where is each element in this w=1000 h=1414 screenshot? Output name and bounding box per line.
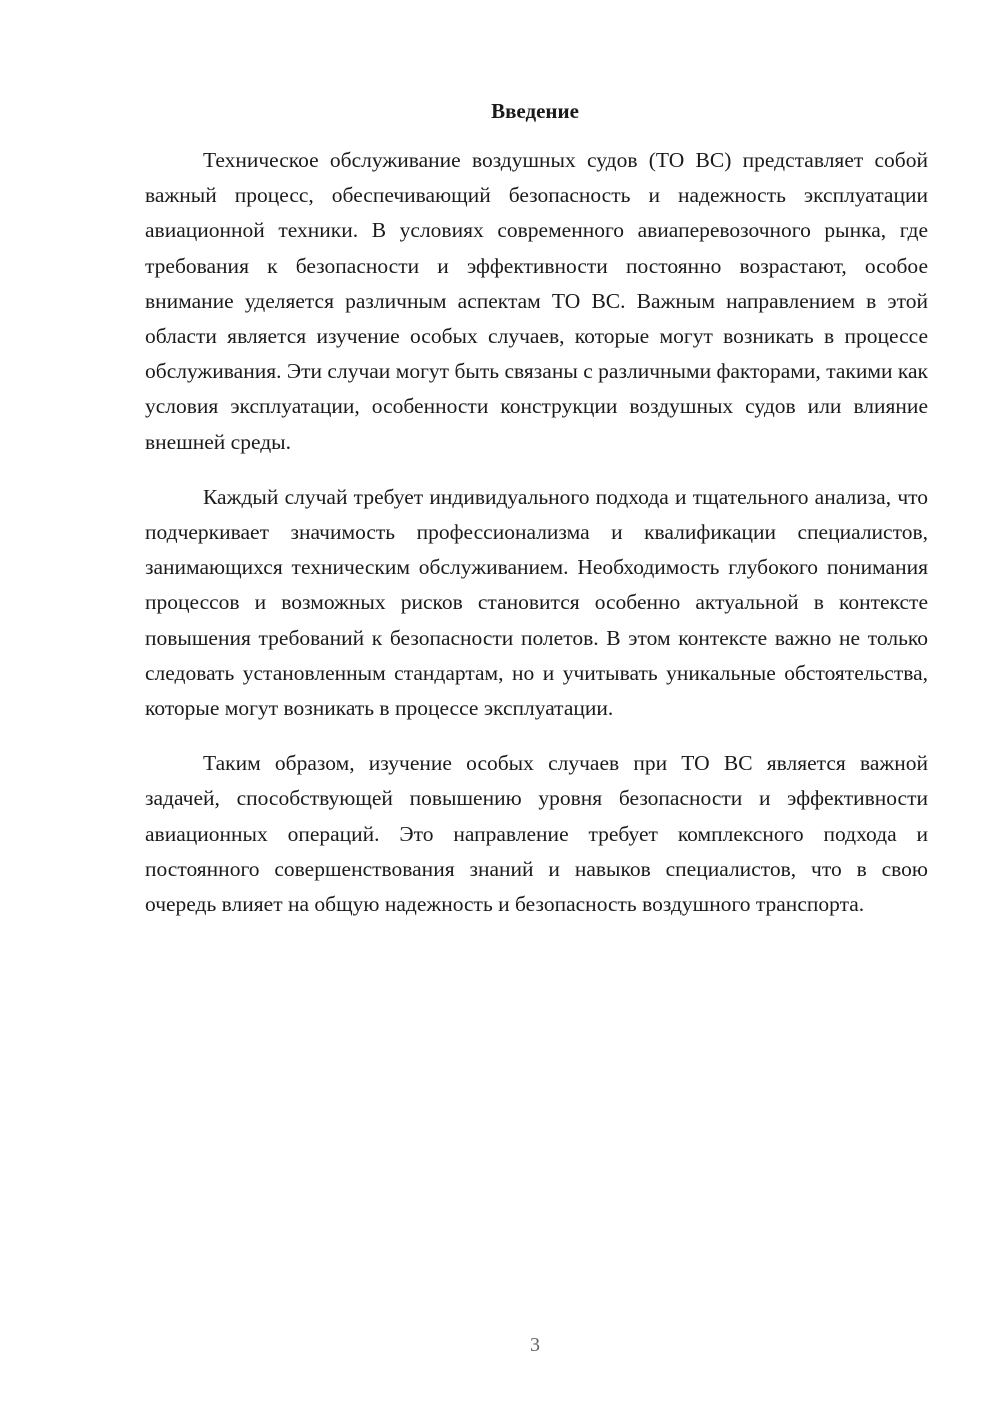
paragraph-2: Каждый случай требует индивидуального подхода и тщательного анализа, что подчеркивает значимость профессионализма и квалификации специалистов, занимающихся техническим обслуживанием. Необходимость глубокого понимания процессов и возможных рисков становится особенно актуальной в контексте повышения требований к безопасности полетов. В этом контексте важно не только следовать установленным стандартам, но и учитывать уникальные обстоятельства, которые могут возникать в процессе эксплуатации. (145, 484, 928, 721)
paragraph-3: Таким образом, изучение особых случаев при ТО ВС является важной задачей, способствующей повышению уровня безопасности и эффективности авиационных операций. Это направление требует комплексного подхода и постоянного совершенствования знаний и навыков специалистов, что в свою очередь влияет на общую надежность и безопасность воздушного транспорта. (145, 751, 928, 917)
paragraph-1: Техническое обслуживание воздушных судов (ТО ВС) представляет собой важный процесс, обеспечивающий безопасность и надежность эксплуатации авиационной техники. В условиях современного авиаперевозочного рынка, где требования к безопасности и эффективности постоянно возрастают, особое внимание уделяется различным аспектам ТО ВС. Важным направлением в этой области является изучение особых случаев, которые могут возникать в процессе обслуживания. Эти случаи могут быть связаны с различными факторами, такими как условия эксплуатации, особенности конструкции воздушных судов или влияние внешней среды. (145, 148, 928, 454)
page-number: 3 (530, 1334, 540, 1356)
section-title: Введение (491, 99, 579, 123)
body-text (145, 143, 928, 942)
